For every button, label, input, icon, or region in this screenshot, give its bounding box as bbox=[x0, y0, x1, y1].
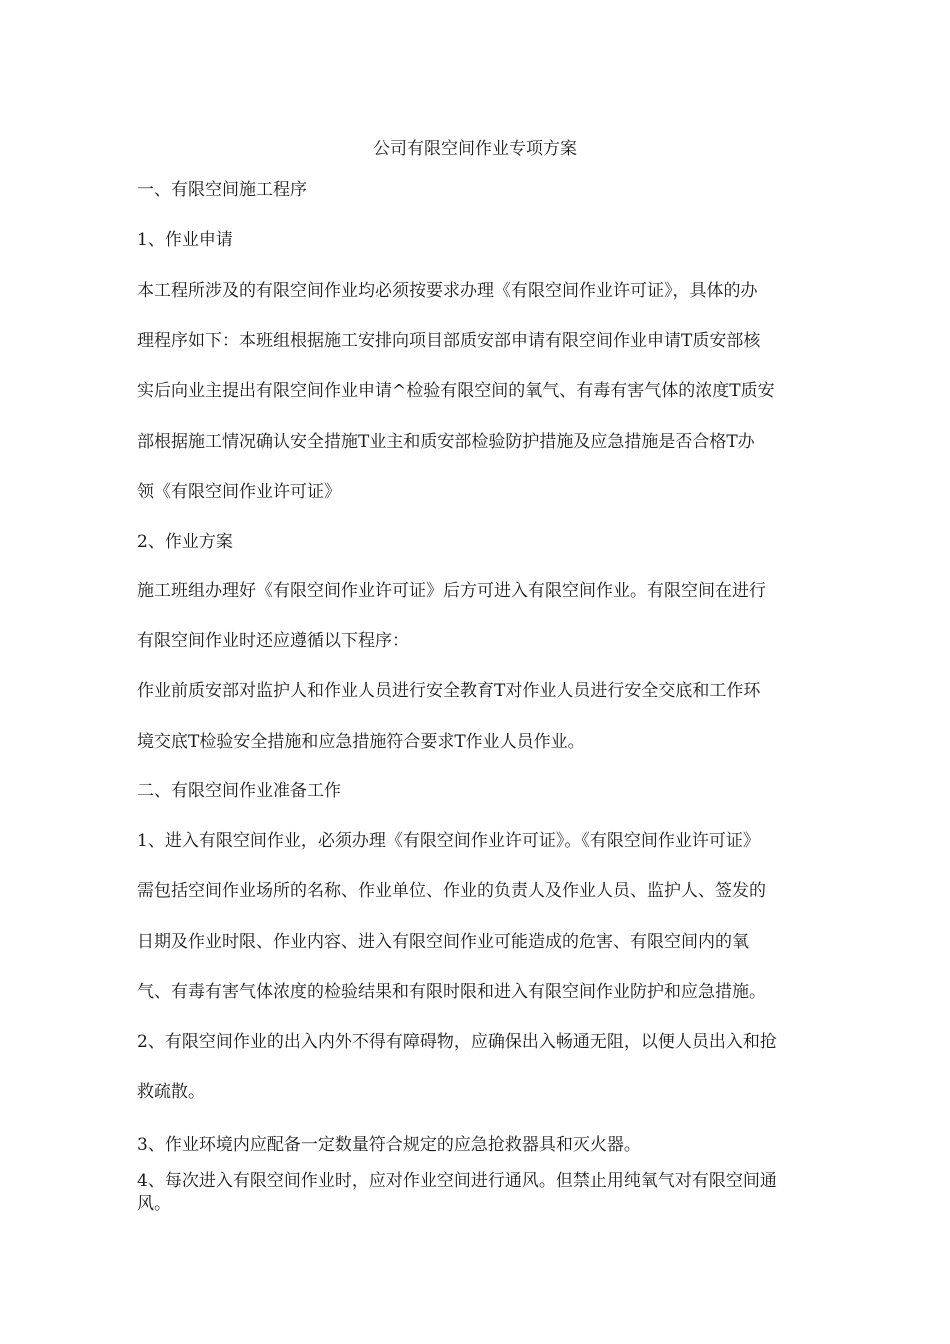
subsection-heading: 2、作业方案 bbox=[137, 532, 233, 552]
document-title: 公司有限空间作业专项方案 bbox=[373, 139, 577, 159]
paragraph-line: 部根据施工情况确认安全措施T业主和质安部检验防护措施及应急措施是否合格T办 bbox=[137, 432, 755, 452]
paragraph-line: 救疏散。 bbox=[137, 1082, 205, 1102]
paragraph-line: 施工班组办理好《有限空间作业许可证》后方可进入有限空间作业。有限空间在进行 bbox=[137, 581, 766, 601]
paragraph-line: 1、进入有限空间作业，必须办理《有限空间作业许可证》。《有限空间作业许可证》 bbox=[137, 831, 760, 851]
paragraph-line: 4、每次进入有限空间作业时，应对作业空间进行通风。但禁止用纯氧气对有限空间通 bbox=[137, 1171, 777, 1191]
paragraph-line: 日期及作业时限、作业内容、进入有限空间作业可能造成的危害、有限空间内的氧 bbox=[137, 932, 749, 952]
subsection-heading: 1、作业申请 bbox=[137, 230, 233, 250]
paragraph-line: 2、有限空间作业的出入内外不得有障碍物，应确保出入畅通无阻，以便人员出入和抢 bbox=[137, 1032, 777, 1052]
paragraph-line: 气、有毒有害气体浓度的检验结果和有限时限和进入有限空间作业防护和应急措施。 bbox=[137, 982, 766, 1002]
paragraph-line: 本工程所涉及的有限空间作业均必须按要求办理《有限空间作业许可证》，具体的办 bbox=[137, 281, 758, 301]
section-heading: 二、有限空间作业准备工作 bbox=[137, 781, 341, 801]
paragraph-line: 实后向业主提出有限空间作业申请^检验有限空间的氧气、有毒有害气体的浓度T质安 bbox=[137, 381, 775, 401]
paragraph-line: 有限空间作业时还应遵循以下程序： bbox=[137, 631, 409, 651]
paragraph-line: 3、作业环境内应配备一定数量符合规定的应急抢救器具和灭火器。 bbox=[137, 1135, 641, 1155]
paragraph-line: 理程序如下：本班组根据施工安排向项目部质安部申请有限空间作业申请T质安部核 bbox=[137, 331, 761, 351]
paragraph-line: 境交底T检验安全措施和应急措施符合要求T作业人员作业。 bbox=[137, 732, 585, 752]
section-heading: 一、有限空间施工程序 bbox=[137, 180, 307, 200]
paragraph-line: 领《有限空间作业许可证》 bbox=[137, 482, 341, 502]
paragraph-line: 作业前质安部对监护人和作业人员进行安全教育T对作业人员进行安全交底和工作环 bbox=[137, 681, 761, 701]
paragraph-line: 风。 bbox=[137, 1194, 171, 1214]
paragraph-line: 需包括空间作业场所的名称、作业单位、作业的负责人及作业人员、监护人、签发的 bbox=[137, 881, 766, 901]
